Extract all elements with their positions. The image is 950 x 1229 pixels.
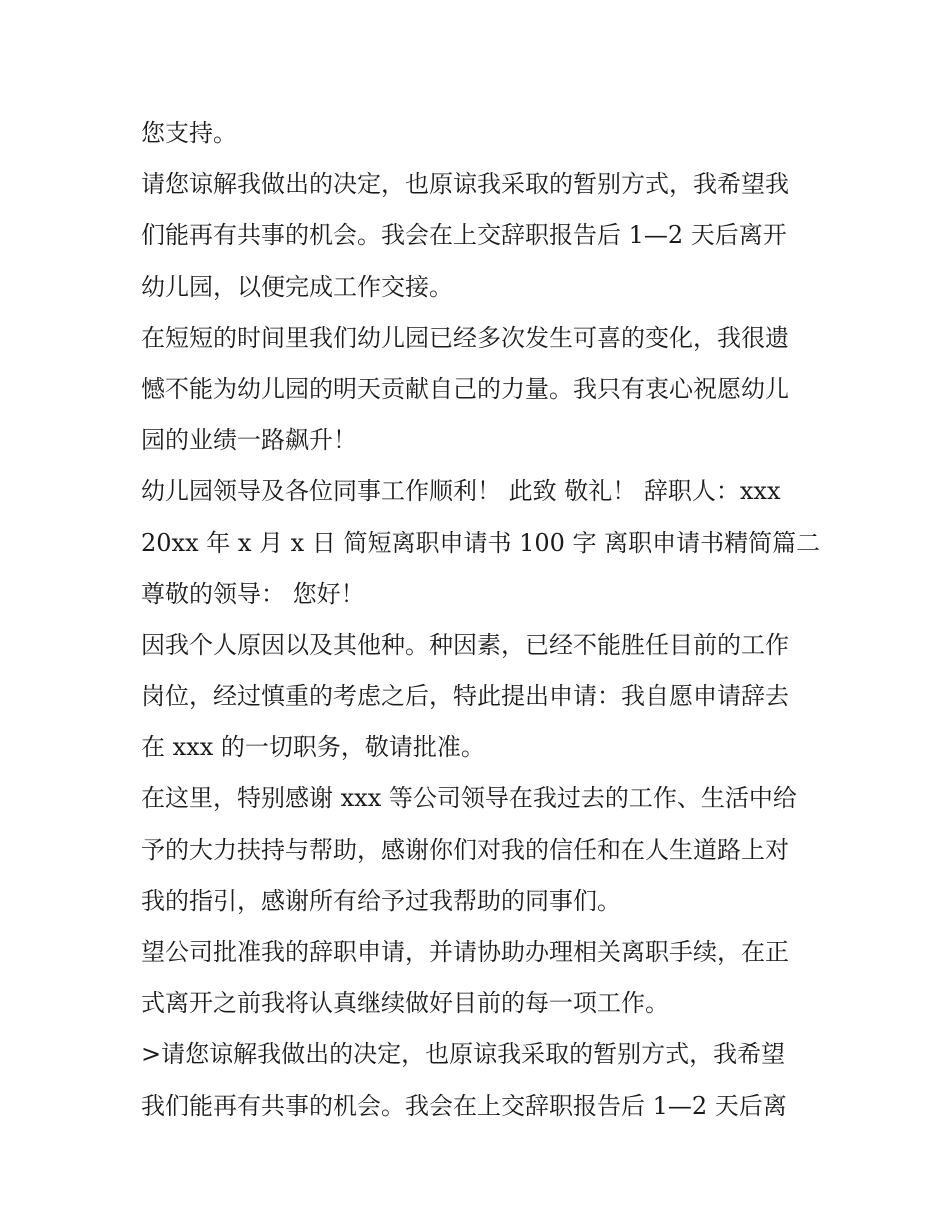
text-line: 望公司批准我的辞职申请，并请协助办理相关离职手续，在正	[141, 938, 789, 966]
text-line: 幼儿园领导及各位同事工作顺利！ 此致 敬礼！ 辞职人：xxx	[141, 477, 781, 506]
text-line: >请您谅解我做出的决定，也原谅我采取的暂别方式，我希望	[141, 1040, 786, 1069]
text-line: 园的业绩一路飙升！	[141, 426, 357, 455]
text-line: 在 xxx 的一切职务，敬请批准。	[141, 733, 485, 762]
text-line: 因我个人原因以及其他种。种因素，已经不能胜任目前的工作	[141, 630, 789, 659]
text-line: 式离开之前我将认真继续做好目前的每一项工作。	[141, 989, 669, 1018]
text-line: 20xx 年 x 月 x 日 简短离职申请书 100 字 离职申请书精简篇二	[141, 528, 821, 557]
document-body	[141, 108, 821, 1132]
text-line: 憾不能为幼儿园的明天贡献自己的力量。我只有衷心祝愿幼儿	[141, 374, 789, 403]
text-line: 尊敬的领导： 您好！	[141, 579, 365, 608]
text-line: 在这里，特别感谢 xxx 等公司领导在我过去的工作、生活中给	[141, 784, 797, 813]
text-line: 岗位，经过慎重的考虑之后，特此提出申请：我自愿申请辞去	[141, 682, 789, 711]
text-line: 予的大力扶持与帮助，感谢你们对我的信任和在人生道路上对	[141, 835, 789, 864]
text-line: 我们能再有共事的机会。我会在上交辞职报告后 1—2 天后离	[141, 1091, 787, 1120]
text-line: 请您谅解我做出的决定，也原谅我采取的暂别方式，我希望我	[141, 170, 789, 199]
text-line: 们能再有共事的机会。我会在上交辞职报告后 1—2 天后离开	[141, 221, 787, 250]
text-line: 在短短的时间里我们幼儿园已经多次发生可喜的变化，我很遗	[141, 323, 789, 352]
text-line: 幼儿园，以便完成工作交接。	[141, 272, 453, 301]
text-line: 我的指引，感谢所有给予过我帮助的同事们。	[141, 886, 621, 915]
text-line: 您支持。	[141, 119, 237, 147]
